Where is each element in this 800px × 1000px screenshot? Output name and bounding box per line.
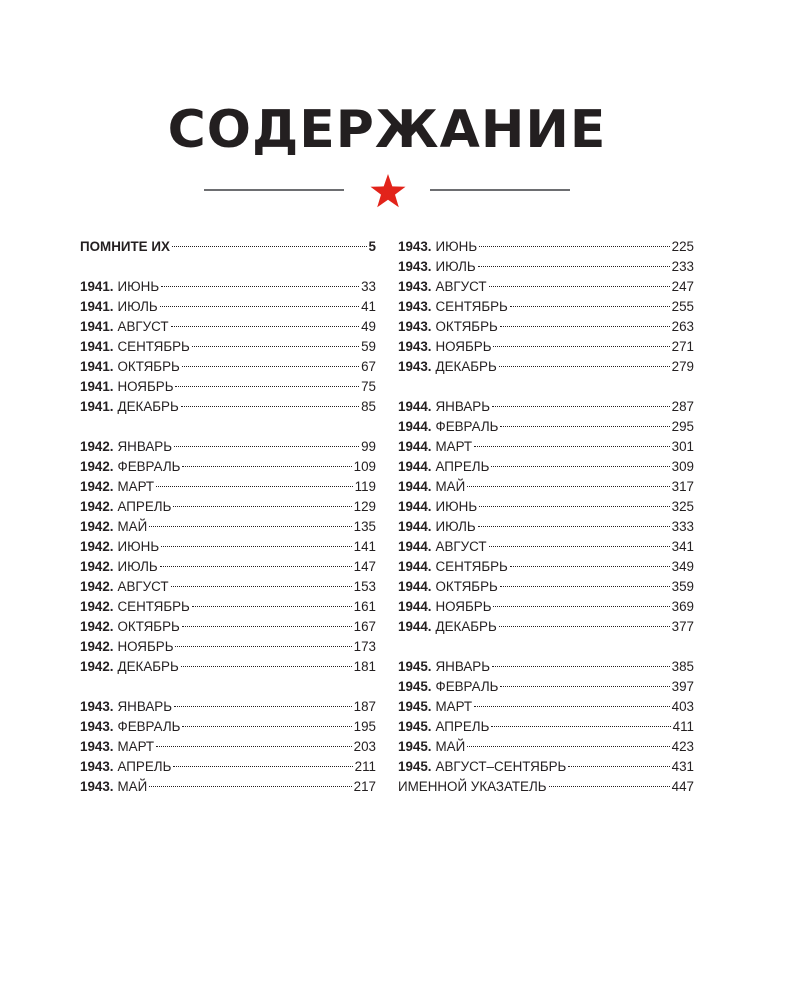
- toc-entry[interactable]: [80, 357, 376, 377]
- toc-entry-year: 1945.: [398, 659, 432, 674]
- dot-leader: [491, 726, 670, 727]
- toc-entry-year: 1944.: [398, 619, 432, 634]
- dot-leader: [156, 746, 352, 747]
- toc-entry-title: АПРЕЛЬ: [117, 759, 172, 774]
- toc-entry-year: 1943.: [80, 759, 114, 774]
- dot-leader: [181, 666, 352, 667]
- toc-entry-page: 349: [671, 559, 694, 574]
- toc-entry[interactable]: [398, 557, 694, 577]
- dot-leader: [175, 386, 359, 387]
- toc-entry-page: 203: [353, 739, 376, 754]
- toc-entry-page: 233: [671, 259, 694, 274]
- dot-leader: [182, 626, 352, 627]
- dot-leader: [474, 446, 670, 447]
- dot-leader: [161, 546, 352, 547]
- dot-leader: [500, 686, 669, 687]
- toc-entry-year: 1943.: [80, 699, 114, 714]
- toc-entry-year: 1944.: [398, 499, 432, 514]
- section-gap: [80, 257, 376, 277]
- dot-leader: [161, 286, 359, 287]
- toc-entry-year: 1941.: [80, 379, 114, 394]
- dot-leader: [489, 546, 670, 547]
- toc-entry-year: 1943.: [398, 359, 432, 374]
- dot-leader: [491, 466, 669, 467]
- dot-leader: [173, 506, 351, 507]
- title-divider-left: [204, 189, 344, 191]
- toc-entry-page: 309: [671, 459, 694, 474]
- toc-entry[interactable]: [398, 317, 694, 337]
- toc-entry[interactable]: [80, 697, 376, 717]
- dot-leader: [499, 626, 670, 627]
- toc-entry[interactable]: [398, 397, 694, 417]
- toc-entry-title: АПРЕЛЬ: [435, 719, 490, 734]
- toc-entry[interactable]: [398, 697, 694, 717]
- dot-leader: [171, 586, 352, 587]
- toc-entry-title: ЯНВАРЬ: [435, 399, 490, 414]
- toc-entry-title: ОКТЯБРЬ: [117, 619, 180, 634]
- toc-entry-page: 403: [671, 699, 694, 714]
- toc-entry-page: 129: [353, 499, 376, 514]
- toc-entry-title: МАРТ: [435, 439, 473, 454]
- toc-entry[interactable]: [398, 597, 694, 617]
- toc-entry-title: НОЯБРЬ: [117, 379, 174, 394]
- dot-leader: [181, 406, 359, 407]
- toc-entry-title: СЕНТЯБРЬ: [435, 559, 508, 574]
- toc-entry-page: 181: [353, 659, 376, 674]
- toc-entry[interactable]: [80, 377, 376, 397]
- dot-leader: [500, 426, 669, 427]
- toc-entry-title: ФЕВРАЛЬ: [117, 459, 181, 474]
- dot-leader: [173, 766, 352, 767]
- toc-entry[interactable]: [80, 577, 376, 597]
- toc-entry-page: 217: [353, 779, 376, 794]
- toc-entry[interactable]: [80, 597, 376, 617]
- toc-entry-title: НОЯБРЬ: [435, 599, 492, 614]
- toc-entry-page: 447: [671, 779, 694, 794]
- toc-entry-title: ОКТЯБРЬ: [435, 319, 498, 334]
- dot-leader: [160, 566, 352, 567]
- toc-entry-page: 431: [671, 759, 694, 774]
- toc-entry-title: ДЕКАБРЬ: [435, 359, 497, 374]
- toc-entry-page: 341: [671, 539, 694, 554]
- toc-entry-title: ФЕВРАЛЬ: [117, 719, 181, 734]
- dot-leader: [478, 526, 670, 527]
- toc-entry[interactable]: [398, 757, 694, 777]
- section-gap: [398, 377, 694, 397]
- toc-entry-year: 1944.: [398, 579, 432, 594]
- toc-entry-page: 301: [671, 439, 694, 454]
- toc-entry-year: 1943.: [80, 779, 114, 794]
- dot-leader: [149, 526, 351, 527]
- toc-entry-year: 1944.: [398, 599, 432, 614]
- toc-entry[interactable]: [80, 337, 376, 357]
- toc-entry-title: МАЙ: [435, 479, 466, 494]
- toc-entry[interactable]: [80, 437, 376, 457]
- toc-entry-title: АПРЕЛЬ: [435, 459, 490, 474]
- toc-entry-title: СЕНТЯБРЬ: [435, 299, 508, 314]
- toc-entry-label: ПОМНИТЕ ИХ: [80, 239, 170, 254]
- dot-leader: [174, 446, 359, 447]
- toc-entry-page: 135: [353, 519, 376, 534]
- toc-entry-title: АВГУСТ: [435, 279, 487, 294]
- toc-entry-title: ОКТЯБРЬ: [435, 579, 498, 594]
- toc-entry[interactable]: [80, 457, 376, 477]
- toc-entry-year: 1944.: [398, 559, 432, 574]
- toc-entry-title: МАЙ: [117, 779, 148, 794]
- toc-entry-year: 1944.: [398, 399, 432, 414]
- toc-entry-title: СЕНТЯБРЬ: [117, 339, 190, 354]
- toc-entry-year: 1944.: [398, 539, 432, 554]
- toc-entry-page: 195: [353, 719, 376, 734]
- toc-entry-page: 141: [353, 539, 376, 554]
- dot-leader: [192, 606, 352, 607]
- toc-entry-title: НОЯБРЬ: [435, 339, 492, 354]
- toc-entry-page: 411: [672, 719, 694, 734]
- toc-entry-year: 1942.: [80, 559, 114, 574]
- toc-entry-page: 67: [361, 359, 376, 374]
- toc-entry[interactable]: [80, 637, 376, 657]
- toc-entry-year: 1944.: [398, 439, 432, 454]
- toc-entry-year: 1943.: [80, 719, 114, 734]
- title-divider-right: [430, 189, 570, 191]
- toc-column-left: [80, 237, 376, 797]
- toc-entry-title: АВГУСТ: [117, 579, 169, 594]
- toc-entry[interactable]: [80, 617, 376, 637]
- toc-entry-title: ЯНВАРЬ: [117, 699, 172, 714]
- dot-leader: [182, 366, 359, 367]
- toc-entry-title: СЕНТЯБРЬ: [117, 599, 190, 614]
- toc-entry-title: ИЮНЬ: [117, 279, 160, 294]
- dot-leader: [493, 606, 669, 607]
- toc-entry[interactable]: [80, 717, 376, 737]
- toc-entry-year: 1945.: [398, 699, 432, 714]
- toc-entry-page: 33: [361, 279, 376, 294]
- dot-leader: [175, 646, 351, 647]
- toc-entry-intro[interactable]: [80, 237, 376, 257]
- toc-entry-year: 1942.: [80, 599, 114, 614]
- toc-entry[interactable]: [398, 297, 694, 317]
- dot-leader: [492, 666, 670, 667]
- toc-entry[interactable]: [398, 737, 694, 757]
- section-gap: [80, 677, 376, 697]
- toc-entry[interactable]: [80, 537, 376, 557]
- toc-entry-title: АВГУСТ: [117, 319, 169, 334]
- dot-leader: [479, 246, 670, 247]
- toc-entry-title: ДЕКАБРЬ: [117, 399, 179, 414]
- toc-entry[interactable]: [398, 257, 694, 277]
- dot-leader: [479, 506, 670, 507]
- dot-leader: [182, 466, 351, 467]
- toc-entry-page: 377: [671, 619, 694, 634]
- toc-entry-page: 187: [353, 699, 376, 714]
- toc-entry-page: 173: [353, 639, 376, 654]
- toc-entry-page: 161: [353, 599, 376, 614]
- toc-entry-page: 85: [361, 399, 376, 414]
- toc-entry-year: 1944.: [398, 479, 432, 494]
- toc-entry-page: 385: [671, 659, 694, 674]
- toc-entry-page: 167: [353, 619, 376, 634]
- dot-leader: [149, 786, 351, 787]
- toc-entry-title: ИЮЛЬ: [435, 519, 476, 534]
- toc-entry-page: 247: [671, 279, 694, 294]
- dot-leader: [489, 286, 670, 287]
- toc-entry-year: 1941.: [80, 319, 114, 334]
- toc-entry[interactable]: [398, 537, 694, 557]
- toc-entry-page: 41: [361, 299, 376, 314]
- toc-entry-page: 423: [671, 739, 694, 754]
- toc-entry-year: 1945.: [398, 719, 432, 734]
- toc-entry-year: 1942.: [80, 439, 114, 454]
- dot-leader: [549, 786, 670, 787]
- toc-entry-page: 59: [361, 339, 376, 354]
- toc-column-right: [398, 237, 694, 797]
- toc-entry-title: ИЮНЬ: [117, 539, 160, 554]
- toc-entry-page: 5: [368, 239, 376, 254]
- toc-entry[interactable]: [398, 237, 694, 257]
- toc-entry-year: 1941.: [80, 399, 114, 414]
- toc-entry[interactable]: [398, 717, 694, 737]
- toc-entry[interactable]: [398, 277, 694, 297]
- toc-entry-year: 1945.: [398, 759, 432, 774]
- toc-entry-year: 1944.: [398, 519, 432, 534]
- toc-entry-year: 1941.: [80, 359, 114, 374]
- toc-entry-page: 211: [354, 759, 376, 774]
- toc-entry-year: 1943.: [80, 739, 114, 754]
- toc-entry-year: 1942.: [80, 639, 114, 654]
- toc-entry-title: ИЮЛЬ: [435, 259, 476, 274]
- dot-leader: [156, 486, 353, 487]
- dot-leader: [182, 726, 351, 727]
- dot-leader: [174, 706, 352, 707]
- toc-entry-year: 1943.: [398, 299, 432, 314]
- dot-leader: [500, 586, 670, 587]
- toc-entry-year: 1941.: [80, 299, 114, 314]
- toc-entry[interactable]: [398, 577, 694, 597]
- toc-entry-page: 333: [671, 519, 694, 534]
- toc-entry-page: 295: [671, 419, 694, 434]
- toc-entry[interactable]: [398, 477, 694, 497]
- toc-entry[interactable]: [398, 677, 694, 697]
- toc-entry-year: 1943.: [398, 259, 432, 274]
- toc-entry-year: 1942.: [80, 459, 114, 474]
- toc-entry-year: 1943.: [398, 279, 432, 294]
- dot-leader: [467, 746, 669, 747]
- dot-leader: [500, 326, 670, 327]
- toc-entry[interactable]: [398, 457, 694, 477]
- toc-entry-year: 1941.: [80, 279, 114, 294]
- toc-entry[interactable]: [80, 477, 376, 497]
- toc-entry-title: ЯНВАРЬ: [117, 439, 172, 454]
- toc-entry[interactable]: [398, 657, 694, 677]
- toc-entry-year: 1945.: [398, 739, 432, 754]
- toc-entry-page: 109: [353, 459, 376, 474]
- dot-leader: [478, 266, 670, 267]
- toc-entry-year: 1942.: [80, 499, 114, 514]
- toc-entry-page: 119: [354, 479, 376, 494]
- dot-leader: [172, 246, 367, 247]
- toc-entry-title: ДЕКАБРЬ: [435, 619, 497, 634]
- dot-leader: [474, 706, 670, 707]
- toc-entry-title: МАРТ: [435, 699, 473, 714]
- toc-entry-year: 1942.: [80, 659, 114, 674]
- toc-entry[interactable]: [80, 317, 376, 337]
- toc-entry-year: 1942.: [80, 519, 114, 534]
- toc-entry-title: АВГУСТ: [435, 539, 487, 554]
- toc-entry-page: 279: [671, 359, 694, 374]
- dot-leader: [492, 406, 670, 407]
- toc-entry-title: ФЕВРАЛЬ: [435, 419, 499, 434]
- toc-entry[interactable]: [398, 777, 694, 797]
- dot-leader: [171, 326, 360, 327]
- toc-entry-title: ИМЕННОЙ УКАЗАТЕЛЬ: [398, 779, 547, 794]
- toc-entry-page: 147: [353, 559, 376, 574]
- toc-entry[interactable]: [80, 497, 376, 517]
- toc-entry-title: ЯНВАРЬ: [435, 659, 490, 674]
- toc-entry-year: 1943.: [398, 239, 432, 254]
- toc-entry-year: 1943.: [398, 339, 432, 354]
- section-gap: [80, 417, 376, 437]
- dot-leader: [568, 766, 669, 767]
- dot-leader: [510, 566, 670, 567]
- toc-entry[interactable]: [398, 337, 694, 357]
- toc-entry-year: 1944.: [398, 419, 432, 434]
- toc-entry-page: 49: [361, 319, 376, 334]
- toc-entry-page: 271: [671, 339, 694, 354]
- toc-entry-page: 225: [671, 239, 694, 254]
- toc-entry-title: МАЙ: [435, 739, 466, 754]
- toc-entry[interactable]: [80, 517, 376, 537]
- toc-entry[interactable]: [80, 277, 376, 297]
- toc-entry-page: 325: [671, 499, 694, 514]
- toc-entry[interactable]: [398, 517, 694, 537]
- toc-entry-year: 1942.: [80, 619, 114, 634]
- toc-entry-year: 1942.: [80, 479, 114, 494]
- toc-entry-page: 263: [671, 319, 694, 334]
- toc-entry-title: ФЕВРАЛЬ: [435, 679, 499, 694]
- toc-entry-title: МАРТ: [117, 479, 155, 494]
- toc-entry[interactable]: [80, 737, 376, 757]
- dot-leader: [510, 306, 670, 307]
- toc-entry-page: 359: [671, 579, 694, 594]
- toc-entry[interactable]: [80, 297, 376, 317]
- toc-entry-page: 317: [671, 479, 694, 494]
- dot-leader: [493, 346, 669, 347]
- toc-entry-year: 1942.: [80, 539, 114, 554]
- toc-entry[interactable]: [80, 777, 376, 797]
- toc-entry-page: 287: [671, 399, 694, 414]
- toc-entry-year: 1944.: [398, 459, 432, 474]
- toc-entry-page: 99: [361, 439, 376, 454]
- toc-entry-title: ИЮНЬ: [435, 499, 478, 514]
- toc-entry-year: 1943.: [398, 319, 432, 334]
- toc-entry-page: 153: [353, 579, 376, 594]
- toc-entry[interactable]: [398, 617, 694, 637]
- dot-leader: [467, 486, 669, 487]
- toc-entry-title: ИЮНЬ: [435, 239, 478, 254]
- toc-entry-title: АПРЕЛЬ: [117, 499, 172, 514]
- toc-entry[interactable]: [398, 437, 694, 457]
- toc-entry-year: 1942.: [80, 579, 114, 594]
- toc-entry-title: ОКТЯБРЬ: [117, 359, 180, 374]
- toc-entry-page: 397: [671, 679, 694, 694]
- toc-entry-title: ИЮЛЬ: [117, 299, 158, 314]
- toc-entry[interactable]: [398, 417, 694, 437]
- toc-entry-title: АВГУСТ–СЕНТЯБРЬ: [435, 759, 567, 774]
- toc-entry[interactable]: [80, 757, 376, 777]
- page-title: СОДЕРЖАНИЕ: [167, 100, 607, 160]
- toc-entry-title: ИЮЛЬ: [117, 559, 158, 574]
- toc-entry-page: 255: [671, 299, 694, 314]
- red-star-icon: [369, 173, 407, 209]
- toc-entry-year: 1945.: [398, 679, 432, 694]
- dot-leader: [160, 306, 359, 307]
- toc-entry[interactable]: [80, 657, 376, 677]
- toc-entry[interactable]: [80, 557, 376, 577]
- toc-entry-title: МАЙ: [117, 519, 148, 534]
- section-gap: [398, 637, 694, 657]
- toc-entry-title: НОЯБРЬ: [117, 639, 174, 654]
- toc-entry[interactable]: [80, 397, 376, 417]
- toc-entry-page: 75: [361, 379, 376, 394]
- toc-entry-title: МАРТ: [117, 739, 155, 754]
- toc-entry[interactable]: [398, 357, 694, 377]
- toc-entry-year: 1941.: [80, 339, 114, 354]
- toc-entry[interactable]: [398, 497, 694, 517]
- toc-entry-title: ДЕКАБРЬ: [117, 659, 179, 674]
- dot-leader: [499, 366, 670, 367]
- toc-entry-page: 369: [671, 599, 694, 614]
- dot-leader: [192, 346, 359, 347]
